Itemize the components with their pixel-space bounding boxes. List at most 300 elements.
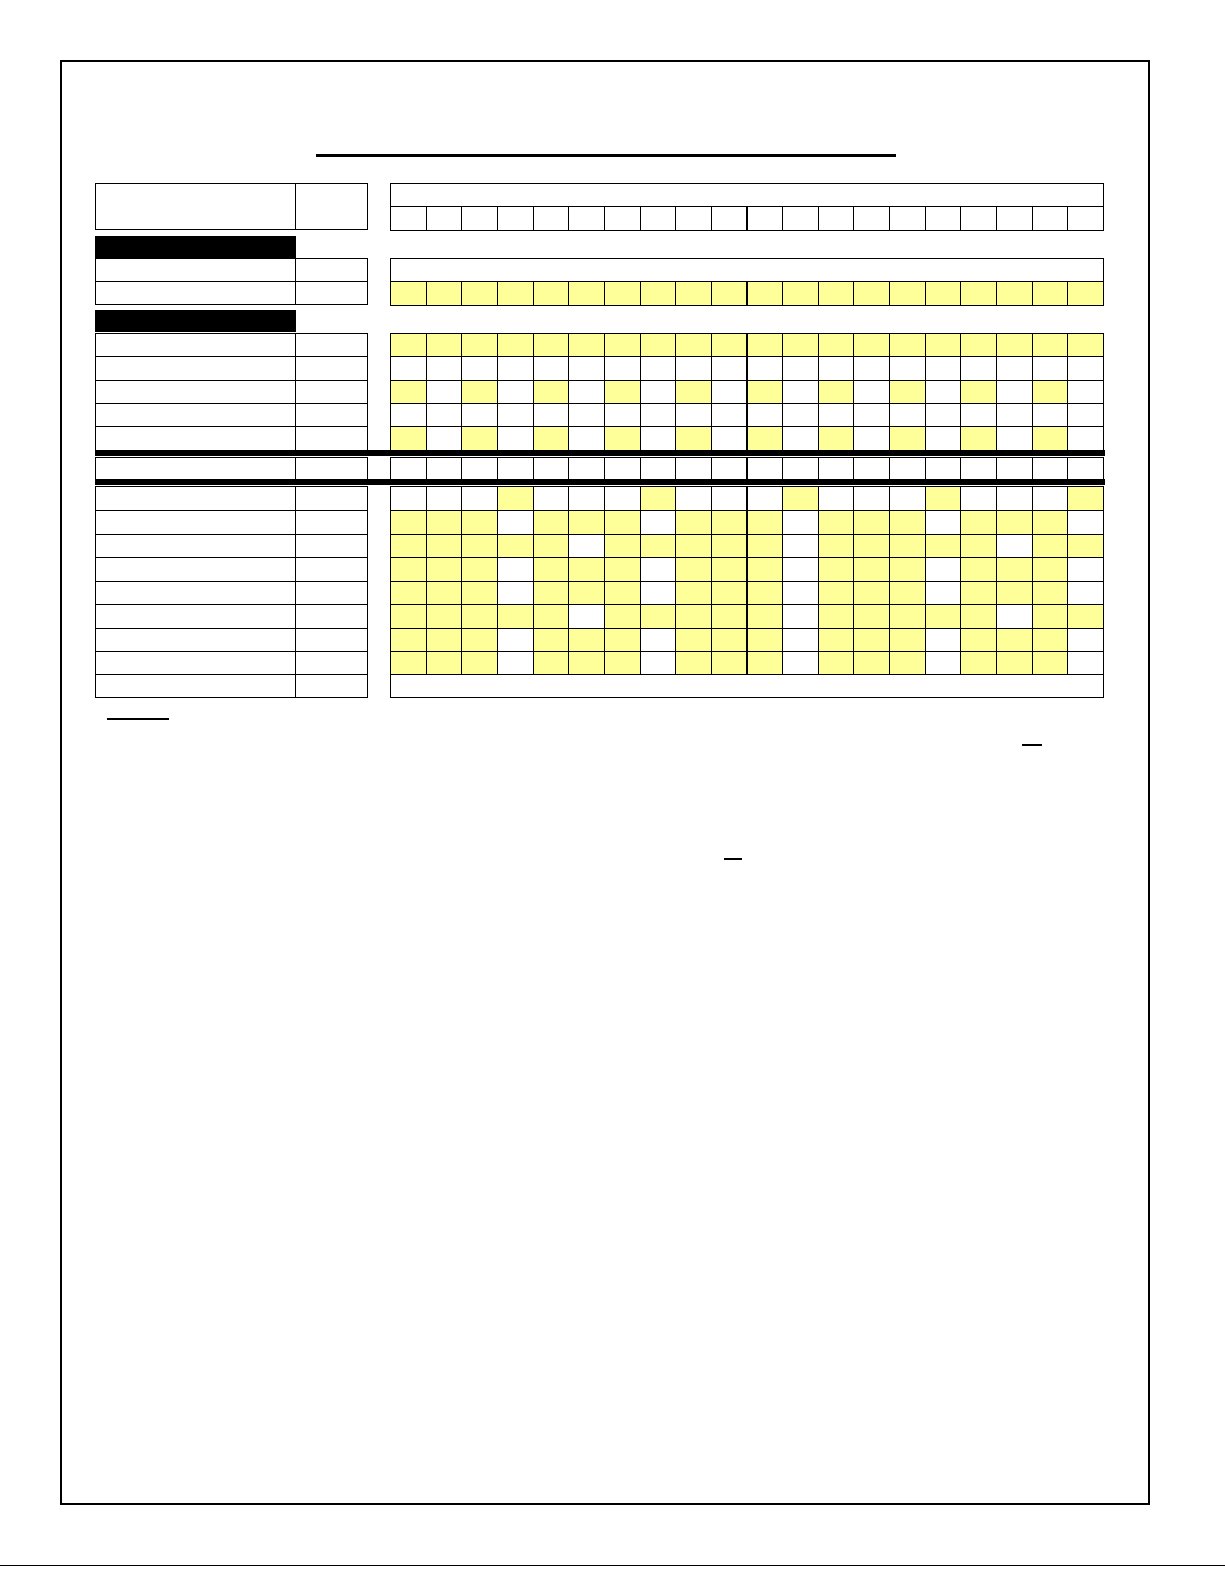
grid-cell [568,628,605,653]
grid-cell [1067,356,1104,381]
grid-cell [461,486,498,511]
grid-cell [568,557,605,582]
header-column-cell [426,206,463,231]
header-column-cell [533,206,570,231]
grid-cell [925,486,962,511]
row-value-cell [295,403,368,428]
grid-cell [747,534,784,559]
grid-cell [604,651,641,676]
grid-cell [925,604,962,629]
grid-cell [568,356,605,381]
section1-label-row2 [95,281,296,305]
row-label-cell [95,651,296,676]
grid-cell [818,581,855,606]
grid-cell [818,510,855,535]
grid-cell [640,380,677,405]
grid-cell [782,604,819,629]
small-underline-right [1022,744,1042,746]
grid-cell [640,281,677,306]
header-column-cell [1067,206,1104,231]
grid-cell [853,557,890,582]
grid-cell [996,557,1033,582]
grid-cell [747,333,784,358]
grid-cell [889,557,926,582]
grid-cell [996,333,1033,358]
grid-cell [568,581,605,606]
grid-cell [568,510,605,535]
grid-cell [818,486,855,511]
row-label-cell [95,604,296,629]
header-column-cell [818,206,855,231]
grid-cell [675,403,712,428]
thick-separator-bottom [95,479,1105,485]
notes-underline [107,718,169,720]
header-column-cell [390,206,427,231]
grid-cell [604,380,641,405]
grid-cell [497,581,534,606]
grid-cell [925,380,962,405]
grid-cell [497,628,534,653]
grid-cell [604,534,641,559]
grid-cell [640,486,677,511]
grid-cell [568,651,605,676]
grid-cell [782,628,819,653]
grid-cell [533,604,570,629]
header-value-cell [295,183,368,230]
grid-cell [390,281,427,306]
grid-cell [711,457,748,482]
grid-cell [711,486,748,511]
grid-cell [996,457,1033,482]
header-column-cell [960,206,997,231]
grid-cell [1032,651,1069,676]
grid-cell [960,557,997,582]
grid-cell [960,333,997,358]
bottom-rule [0,1565,1225,1566]
grid-cell [604,281,641,306]
grid-cell [390,651,427,676]
grid-cell [497,426,534,451]
grid-cell [747,486,784,511]
grid-cell [960,510,997,535]
section-bar-1 [95,236,296,258]
grid-cell [747,510,784,535]
grid-cell [782,557,819,582]
grid-cell [711,628,748,653]
section1-value-row2 [295,281,368,305]
row-value-cell [295,651,368,676]
grid-cell [675,628,712,653]
grid-cell [497,557,534,582]
grid-cell [390,510,427,535]
row-value-cell [295,457,368,482]
grid-cell [818,356,855,381]
row-label-cell [95,581,296,606]
footer-span-cell [390,674,1104,698]
grid-cell [640,426,677,451]
grid-cell [853,403,890,428]
grid-cell [711,380,748,405]
grid-cell [426,403,463,428]
grid-cell [711,426,748,451]
grid-cell [818,557,855,582]
grid-cell [1067,486,1104,511]
grid-cell [925,651,962,676]
grid-cell [853,356,890,381]
grid-cell [818,380,855,405]
grid-cell [1067,426,1104,451]
row-value-cell [295,557,368,582]
grid-cell [925,534,962,559]
grid-cell [640,604,677,629]
grid-cell [390,380,427,405]
grid-cell [960,356,997,381]
grid-cell [747,651,784,676]
grid-cell [461,557,498,582]
grid-cell [960,604,997,629]
row-label-cell [95,333,296,358]
grid-cell [960,281,997,306]
grid-cell [604,426,641,451]
grid-cell [675,604,712,629]
grid-cell [747,604,784,629]
section1-span-row1 [390,258,1104,282]
grid-cell [889,457,926,482]
grid-cell [568,333,605,358]
grid-cell [568,281,605,306]
grid-cell [1032,281,1069,306]
grid-cell [711,651,748,676]
header-label-cell [95,183,296,230]
grid-cell [426,281,463,306]
grid-cell [853,333,890,358]
header-column-cell [675,206,712,231]
grid-cell [1032,486,1069,511]
grid-cell [996,628,1033,653]
grid-cell [568,403,605,428]
row-value-cell [295,604,368,629]
row-label-cell [95,534,296,559]
grid-cell [818,604,855,629]
row-value-cell [295,380,368,405]
grid-cell [461,426,498,451]
grid-cell [533,333,570,358]
grid-cell [889,281,926,306]
grid-cell [711,534,748,559]
grid-cell [853,534,890,559]
grid-cell [747,281,784,306]
grid-cell [390,333,427,358]
grid-cell [782,457,819,482]
grid-cell [889,403,926,428]
grid-cell [1067,457,1104,482]
grid-cell [889,510,926,535]
grid-cell [960,403,997,428]
grid-cell [533,651,570,676]
grid-cell [782,281,819,306]
grid-cell [533,534,570,559]
grid-cell [533,510,570,535]
grid-cell [390,534,427,559]
grid-cell [960,457,997,482]
grid-cell [853,581,890,606]
header-span-cell [390,183,1104,207]
grid-cell [390,604,427,629]
grid-cell [426,486,463,511]
grid-cell [461,356,498,381]
grid-cell [497,604,534,629]
header-column-cell [711,206,748,231]
row-value-cell [295,510,368,535]
grid-cell [675,581,712,606]
grid-cell [461,333,498,358]
grid-cell [818,333,855,358]
grid-cell [782,403,819,428]
grid-cell [889,380,926,405]
header-column-cell [925,206,962,231]
section-bar-2 [95,310,296,332]
grid-cell [1067,403,1104,428]
grid-cell [426,628,463,653]
grid-cell [497,356,534,381]
grid-cell [925,403,962,428]
row-value-cell [295,534,368,559]
row-label-cell [95,380,296,405]
grid-cell [640,333,677,358]
grid-cell [533,581,570,606]
grid-cell [818,426,855,451]
grid-cell [604,457,641,482]
row-value-cell [295,426,368,451]
grid-cell [426,651,463,676]
row-label-cell [95,557,296,582]
grid-cell [426,426,463,451]
header-column-cell [497,206,534,231]
grid-cell [640,534,677,559]
grid-cell [818,651,855,676]
grid-cell [675,333,712,358]
grid-cell [497,486,534,511]
header-column-cell [782,206,819,231]
row-label-cell [95,426,296,451]
grid-cell [461,510,498,535]
grid-cell [1032,380,1069,405]
grid-cell [925,426,962,451]
grid-cell [960,380,997,405]
grid-cell [604,403,641,428]
grid-cell [747,380,784,405]
grid-cell [925,457,962,482]
grid-cell [1032,457,1069,482]
grid-cell [533,403,570,428]
grid-cell [1067,510,1104,535]
grid-cell [818,403,855,428]
grid-cell [461,604,498,629]
grid-cell [747,457,784,482]
grid-cell [818,534,855,559]
grid-cell [604,557,641,582]
grid-cell [782,510,819,535]
grid-cell [853,426,890,451]
grid-cell [747,628,784,653]
grid-cell [960,628,997,653]
grid-cell [818,628,855,653]
grid-cell [853,604,890,629]
grid-cell [604,356,641,381]
grid-cell [390,486,427,511]
grid-cell [782,486,819,511]
grid-cell [1032,426,1069,451]
grid-cell [1067,333,1104,358]
grid-cell [426,457,463,482]
grid-cell [461,651,498,676]
grid-cell [568,457,605,482]
grid-cell [675,534,712,559]
grid-cell [533,557,570,582]
grid-cell [390,628,427,653]
grid-cell [1067,581,1104,606]
grid-cell [533,356,570,381]
grid-cell [960,426,997,451]
grid-cell [782,581,819,606]
section1-label-row1 [95,258,296,282]
grid-cell [853,651,890,676]
row-label-cell [95,510,296,535]
grid-cell [497,380,534,405]
small-underline-center [724,858,742,860]
row-label-cell [95,356,296,381]
grid-cell [711,510,748,535]
grid-cell [497,333,534,358]
grid-cell [390,356,427,381]
grid-cell [675,281,712,306]
grid-cell [996,281,1033,306]
header-column-cell [568,206,605,231]
grid-cell [640,557,677,582]
grid-cell [747,356,784,381]
row-label-cell [95,628,296,653]
grid-cell [675,426,712,451]
grid-cell [675,457,712,482]
grid-cell [568,426,605,451]
grid-cell [1067,557,1104,582]
grid-cell [604,628,641,653]
grid-cell [640,651,677,676]
grid-cell [461,457,498,482]
grid-cell [925,510,962,535]
grid-cell [533,628,570,653]
grid-cell [1067,281,1104,306]
row-value-cell [295,581,368,606]
grid-cell [1067,534,1104,559]
grid-cell [533,281,570,306]
grid-cell [426,534,463,559]
header-column-cell [604,206,641,231]
grid-cell [390,557,427,582]
grid-cell [390,581,427,606]
grid-cell [711,604,748,629]
grid-cell [1032,510,1069,535]
footer-label-cell [95,674,296,698]
footer-value-cell [295,674,368,698]
grid-cell [818,281,855,306]
grid-cell [640,510,677,535]
row-label-cell [95,403,296,428]
grid-cell [426,380,463,405]
grid-cell [604,510,641,535]
grid-cell [1032,403,1069,428]
grid-cell [747,426,784,451]
header-column-cell [640,206,677,231]
grid-cell [1067,651,1104,676]
grid-cell [1032,356,1069,381]
grid-cell [889,651,926,676]
grid-cell [711,281,748,306]
grid-cell [996,426,1033,451]
grid-cell [747,557,784,582]
grid-cell [390,403,427,428]
grid-cell [497,534,534,559]
grid-cell [853,486,890,511]
grid-cell [497,403,534,428]
grid-cell [461,628,498,653]
grid-cell [604,604,641,629]
grid-cell [1032,534,1069,559]
grid-cell [568,486,605,511]
grid-cell [426,333,463,358]
grid-cell [604,333,641,358]
grid-cell [960,581,997,606]
grid-cell [996,604,1033,629]
grid-cell [782,426,819,451]
header-column-cell [461,206,498,231]
grid-cell [711,581,748,606]
grid-cell [782,380,819,405]
grid-cell [996,510,1033,535]
grid-cell [640,581,677,606]
grid-cell [1032,333,1069,358]
grid-cell [996,486,1033,511]
grid-cell [675,380,712,405]
grid-cell [889,486,926,511]
grid-cell [1032,581,1069,606]
grid-cell [640,356,677,381]
grid-cell [426,557,463,582]
grid-cell [889,581,926,606]
grid-cell [711,557,748,582]
grid-cell [782,534,819,559]
grid-cell [1032,604,1069,629]
row-value-cell [295,628,368,653]
grid-cell [675,651,712,676]
grid-cell [925,356,962,381]
grid-cell [497,281,534,306]
grid-cell [960,651,997,676]
header-column-cell [853,206,890,231]
grid-cell [568,380,605,405]
title-underline [316,154,896,157]
grid-cell [782,356,819,381]
grid-cell [818,457,855,482]
grid-cell [640,457,677,482]
thick-separator-top [95,450,1105,456]
grid-cell [426,510,463,535]
grid-cell [533,457,570,482]
grid-cell [782,651,819,676]
grid-cell [390,426,427,451]
section1-value-row1 [295,258,368,282]
grid-cell [426,604,463,629]
